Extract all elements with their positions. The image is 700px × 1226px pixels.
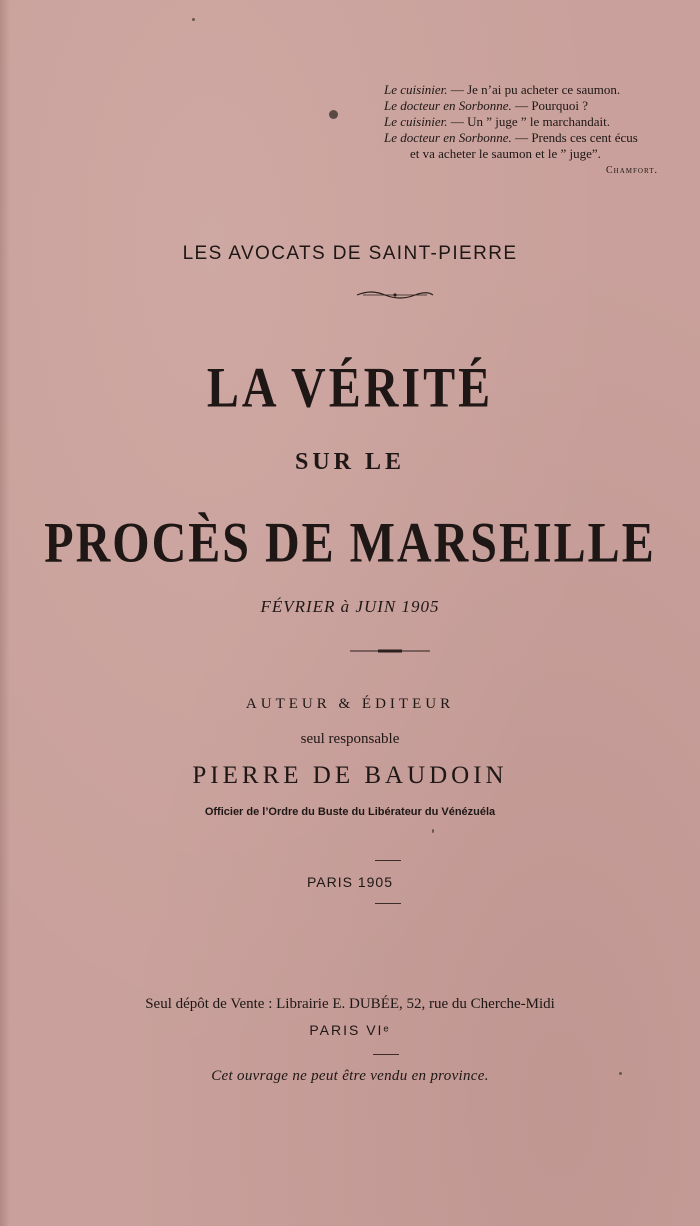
epigraph-line <box>384 114 684 130</box>
epigraph-text: — Prends ces cent écus <box>511 130 638 145</box>
ink-speck <box>329 110 338 119</box>
epigraph-speaker: Le docteur en Sorbonne. <box>384 98 512 113</box>
epigraph-line <box>384 82 684 98</box>
epigraph-text: — Pourquoi ? <box>511 98 589 113</box>
epigraph-line <box>384 98 684 114</box>
epigraph-line <box>384 146 684 162</box>
epigraph-speaker: Le cuisinier. <box>384 114 448 129</box>
author-name: PIERRE DE BAUDOIN <box>192 762 508 789</box>
epigraph-attribution: Chamfort. <box>606 165 658 176</box>
place-year: PARIS 1905 <box>306 874 393 890</box>
sales-notice: Cet ouvrage ne peut être vendu en province. <box>211 1068 489 1084</box>
divider-rule <box>350 649 430 653</box>
ornament-flourish-icon <box>355 288 435 302</box>
epigraph-speaker: Le docteur en Sorbonne. <box>384 130 512 145</box>
epigraph-text: et va acheter le saumon et le ” juge”. <box>410 146 601 161</box>
title-line-3: PROCÈS DE MARSEILLE <box>44 511 656 575</box>
divider-rule <box>373 1054 399 1055</box>
epigraph-text: — Je n’ai pu acheter ce saumon. <box>447 82 621 97</box>
paper-speck <box>432 829 434 833</box>
author-role: AUTEUR & ÉDITEUR <box>245 696 455 712</box>
author-distinction: Officier de l’Ordre du Buste du Libérateur du Vénézuéla <box>204 806 496 818</box>
epigraph <box>384 82 684 179</box>
series-title: LES AVOCATS DE SAINT-PIERRE <box>182 243 518 264</box>
divider-rule <box>375 860 401 861</box>
epigraph-speaker: Le cuisinier. <box>384 82 448 97</box>
date-range: FÉVRIER à JUIN 1905 <box>260 597 440 616</box>
depot-city: PARIS VIᵉ <box>309 1022 391 1038</box>
author-responsibility: seul responsable <box>300 731 400 747</box>
epigraph-text: — Un ” juge ” le marchandait. <box>447 114 610 129</box>
sales-depot: Seul dépôt de Vente : Librairie E. DUBÉE, 52, rue du Cherche-Midi <box>145 996 555 1012</box>
divider-rule <box>375 903 401 904</box>
title-line-1: LA VÉRITÉ <box>206 357 494 420</box>
paper-speck <box>192 18 195 21</box>
epigraph-line <box>384 130 684 146</box>
paper-speck <box>619 1072 622 1075</box>
title-line-2: SUR LE <box>294 449 406 475</box>
